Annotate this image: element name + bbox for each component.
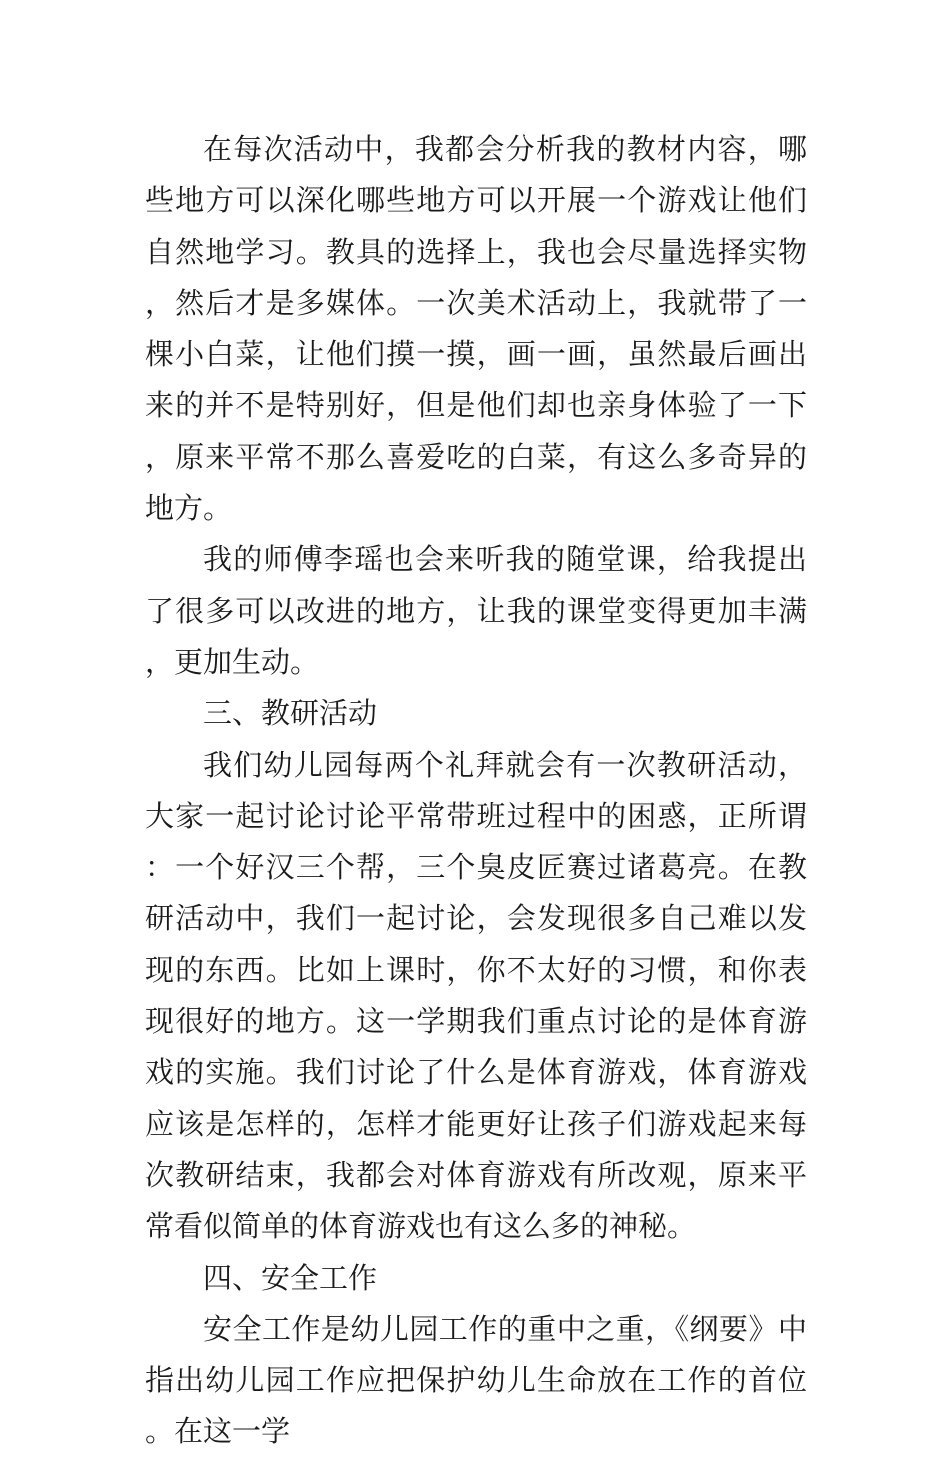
paragraph-teaching-activity: 在每次活动中，我都会分析我的教材内容，哪些地方可以深化哪些地方可以开展一个游戏让他们自然地学习。教具的选择上，我也会尽量选择实物，然后才是多媒体。一次美术活动上，我就带了一棵小白菜，让他们摸一摸，画一画，虽然最后画出来的并不是特别好，但是他们却也亲身体验了一下，原来平常不那么喜爱吃的白菜，有这么多奇异的地方。 — [145, 132, 807, 526]
section-heading-teaching-research: 三、教研活动 — [203, 696, 378, 731]
paragraph-teaching-research: 我们幼儿园每两个礼拜就会有一次教研活动，大家一起讨论讨论平常带班过程中的困惑，正所谓：一个好汉三个帮，三个臭皮匠赛过诸葛亮。在教研活动中，我们一起讨论，会发现很多自己难以发现的东西。比如上课时，你不太好的习惯，和你表现很好的地方。这一学期我们重点讨论的是体育游戏的实施。我们讨论了什么是体育游戏，体育游戏应该是怎样的，怎样才能更好让孩子们游戏起来每次教研结束，我都会对体育游戏有所改观，原来平常看似简单的体育游戏也有这么多的神秘。 — [145, 747, 807, 1244]
paragraph-mentor-feedback: 我的师傅李瑶也会来听我的随堂课，给我提出了很多可以改进的地方，让我的课堂变得更加丰满，更加生动。 — [145, 542, 807, 679]
section-heading-safety-work: 四、安全工作 — [203, 1260, 378, 1295]
body-text — [145, 124, 807, 1458]
paragraph-safety-work: 安全工作是幼儿园工作的重中之重，《纲要》中指出幼儿园工作应把保护幼儿生命放在工作的首位。在这一学 — [145, 1311, 807, 1449]
